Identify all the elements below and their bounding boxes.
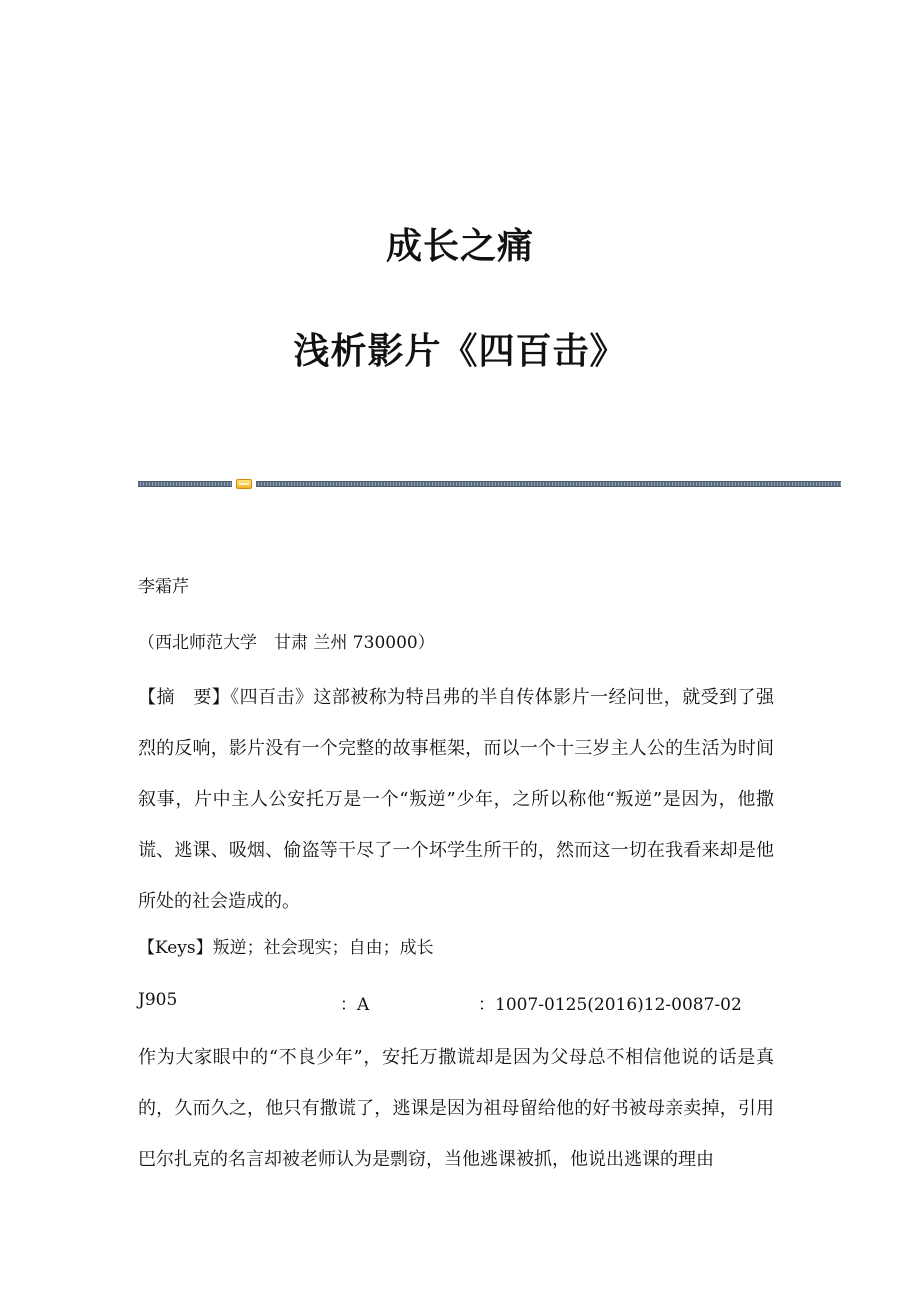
document-code: ：A bbox=[340, 995, 370, 1015]
author-affiliation: （西北师范大学 甘肃 兰州 730000） bbox=[138, 633, 435, 653]
document-title: 成长之痛 bbox=[385, 226, 534, 267]
divider-bar-right bbox=[256, 481, 841, 487]
classification-row bbox=[138, 990, 778, 1016]
clc-number: J905 bbox=[138, 990, 178, 1010]
document-subtitle: 浅析影片《四百击》 bbox=[293, 331, 627, 372]
divider-bar-left bbox=[138, 481, 232, 487]
article-id: ：1007-0125(2016)12-0087-02 bbox=[478, 995, 742, 1015]
divider-emblem-icon bbox=[236, 479, 252, 489]
keywords-line: 【Keys】叛逆；社会现实；自由；成长 bbox=[138, 938, 434, 958]
abstract-paragraph: 【摘 要】《四百击》这部被称为特吕弗的半自传体影片一经问世，就受到了强烈的反响，影片没有一个完整的故事框架，而以一个十三岁主人公的生活为时间叙事，片中主人公安托万是一个“叛逆”少年，之所以称他“叛逆”是因为，他撒谎、逃课、吸烟、偷盗等干尽了一个坏学生所干的，然而这一切在我看来却是他所处的社会造成的。 bbox=[138, 687, 774, 912]
author-name: 李霜芹 bbox=[138, 577, 189, 597]
body-paragraph: 作为大家眼中的“不良少年”，安托万撒谎却是因为父母总不相信他说的话是真的，久而久之，他只有撒谎了，逃课是因为祖母留给他的好书被母亲卖掉，引用巴尔扎克的名言却被老师认为是剽窃，当他逃课被抓，他说出逃课的理由 bbox=[138, 1047, 774, 1170]
decorative-divider bbox=[138, 479, 841, 489]
